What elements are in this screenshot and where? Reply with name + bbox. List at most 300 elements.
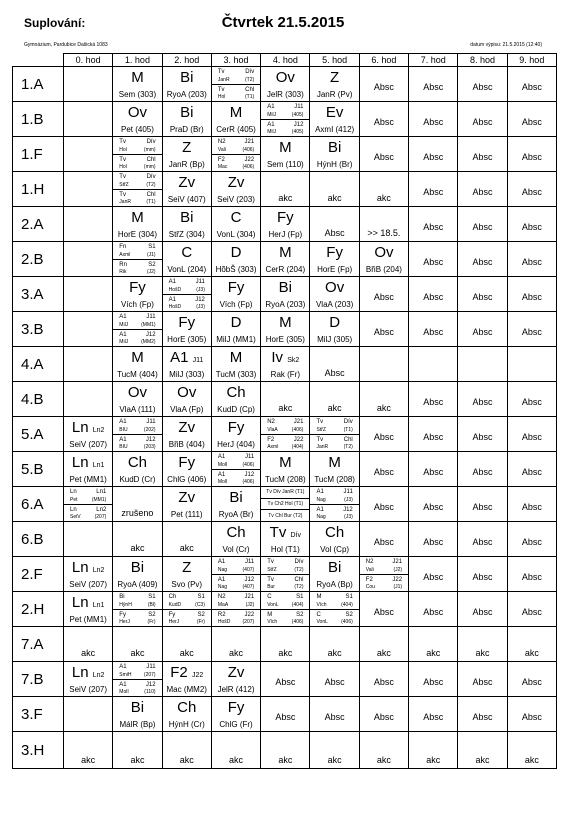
subject <box>64 560 112 579</box>
group-subject: F2 <box>365 576 373 583</box>
lesson-cell <box>359 137 408 172</box>
subject-code: Ch <box>127 454 148 471</box>
status-text: akc <box>524 648 539 658</box>
lesson-cell <box>64 522 113 557</box>
teacher-room: Pet (MM1) <box>69 475 107 484</box>
group-lesson <box>113 434 161 452</box>
subject <box>310 315 358 331</box>
group-lesson <box>261 557 309 574</box>
status-text: zrušeno <box>121 508 154 518</box>
lesson-cell <box>507 557 556 592</box>
lesson-cell <box>507 172 556 207</box>
lesson-cell <box>310 592 359 627</box>
group-lesson <box>261 498 309 510</box>
subject <box>212 350 260 366</box>
group-subject: Fn <box>119 244 127 250</box>
status-text: Absc <box>324 368 345 378</box>
split-lesson <box>113 662 161 696</box>
subject-code: Zv <box>227 664 245 681</box>
group-code: J11 <box>294 104 304 110</box>
group-lesson <box>261 102 309 119</box>
subject-code: Zv <box>178 174 196 191</box>
group-teacher: Hol <box>119 146 127 153</box>
teacher-room: BřiB (204) <box>365 265 402 274</box>
group-code: S1 <box>296 594 304 600</box>
teacher-room: Rak (Fr) <box>270 370 300 379</box>
status-text: akc <box>81 648 96 658</box>
lesson-cell <box>211 347 260 382</box>
group-room: (Fr) <box>147 619 156 625</box>
group-teacher: JanR <box>316 444 329 450</box>
status-text: Absc <box>472 467 493 477</box>
lesson-cell <box>162 242 211 277</box>
teacher-room: Mac (MM2) <box>166 685 207 694</box>
lesson-cell <box>310 312 359 347</box>
subject-code: M <box>131 69 144 86</box>
table-row <box>13 242 557 277</box>
group-lesson <box>360 557 408 574</box>
split-lesson <box>261 102 309 136</box>
lesson-cell <box>261 277 310 312</box>
subject-code: Zv <box>227 174 245 191</box>
group-room: (202) <box>143 426 156 433</box>
group-subject: Tv <box>119 139 126 145</box>
lesson-cell <box>310 732 359 769</box>
group-code: S2 <box>197 611 205 618</box>
group-teacher: Pet <box>70 496 78 503</box>
page-header <box>0 0 566 52</box>
class-name: 6.B <box>13 522 64 557</box>
split-lesson <box>212 137 260 171</box>
teacher-room: HýnH (Cr) <box>168 720 205 729</box>
group-lesson <box>113 329 161 347</box>
subject-code: Ch <box>177 699 197 716</box>
group-lesson <box>310 487 358 504</box>
teacher-room: VonL (204) <box>167 265 207 274</box>
subject-code: Z <box>182 559 192 576</box>
group-room: (406) <box>242 479 255 485</box>
lesson-cell <box>359 417 408 452</box>
table-row <box>13 312 557 347</box>
lesson-cell <box>162 417 211 452</box>
group-subject: A1 <box>168 296 176 303</box>
lesson-cell <box>113 382 162 417</box>
lesson-cell <box>261 312 310 347</box>
subject-code: Ov <box>275 69 295 86</box>
group-teacher: HošD <box>217 619 231 625</box>
lesson-cell <box>458 452 507 487</box>
subject-code: Fy <box>129 279 146 296</box>
status-text: Absc <box>472 222 493 232</box>
teacher-room: TucM (208) <box>265 475 306 484</box>
group-code: J11 <box>195 279 205 285</box>
teacher-room: MálR (Bp) <box>119 720 156 729</box>
status-text: akc <box>278 193 293 203</box>
group-room: (MM2) <box>141 339 156 345</box>
school-name: Gymnázium, Pardubice Dašická 1083 <box>24 42 108 48</box>
subject <box>64 455 112 474</box>
lesson-cell <box>409 242 458 277</box>
teacher-room: HorE (304) <box>117 230 157 239</box>
group-room: (407) <box>242 566 255 573</box>
teacher-room: KudD (Cr) <box>119 475 156 484</box>
teacher-room: Pet (MM1) <box>69 615 107 624</box>
status-text: Absc <box>373 432 394 442</box>
subject <box>261 455 309 471</box>
teacher-room: Sem (303) <box>118 90 157 99</box>
lesson-cell <box>211 627 260 662</box>
lesson-cell <box>507 592 556 627</box>
status-text: akc <box>475 755 490 765</box>
teacher-room: RyoA (203) <box>166 90 207 99</box>
lesson-cell <box>409 732 458 769</box>
group-code: Chl <box>343 436 353 443</box>
subject-code: Ov <box>177 384 197 401</box>
subject <box>163 315 211 331</box>
subject-code: Fy <box>326 244 343 261</box>
subject-code: Fy <box>178 314 196 331</box>
status-text: akc <box>81 755 96 765</box>
group-subject: R2 <box>217 611 226 618</box>
group-room: (T1) <box>245 94 255 100</box>
table-row <box>13 382 557 417</box>
status-text: akc <box>278 755 293 765</box>
status-text: Absc <box>423 257 444 267</box>
group-subject: A1 <box>168 279 176 285</box>
teacher-room: HorE (305) <box>167 335 207 344</box>
split-lesson <box>163 277 211 311</box>
class-name: 1.F <box>13 137 64 172</box>
group-subject: N2 <box>267 419 275 425</box>
status-text: Absc <box>472 432 493 442</box>
group-teacher: HýnH <box>119 601 132 608</box>
group-teacher: SeiV <box>70 514 81 520</box>
group-subject: A1 <box>119 681 127 688</box>
group-lesson <box>113 312 161 329</box>
group-lesson <box>212 574 260 592</box>
lesson-cell <box>113 137 162 172</box>
group-room: (T1) <box>343 426 353 433</box>
subject <box>163 175 211 191</box>
column-header: 3. hod <box>211 54 260 67</box>
lesson-cell <box>261 697 310 732</box>
subject <box>212 315 260 331</box>
group-lesson <box>113 154 161 172</box>
subject <box>212 490 260 506</box>
subject <box>163 245 211 261</box>
subject-code: Ln <box>71 419 89 436</box>
teacher-room: Hol (T1) <box>270 545 300 554</box>
subject <box>261 140 309 156</box>
group-code: Ln1 <box>92 462 105 469</box>
group-lesson <box>261 574 309 592</box>
group-teacher: Vali <box>217 146 226 153</box>
subject <box>113 385 161 401</box>
group-subject: C <box>316 611 321 618</box>
header-row <box>13 54 557 67</box>
group-code: Ln2 <box>92 567 105 574</box>
group-code: J12 <box>293 121 304 128</box>
status-text: Absc <box>472 607 493 617</box>
lesson-cell <box>64 312 113 347</box>
subject-code: M <box>279 139 292 156</box>
subject-code: Iv <box>271 349 284 366</box>
lesson-cell <box>211 417 260 452</box>
status-text: Absc <box>472 257 493 267</box>
group-teacher: Hol <box>217 94 226 100</box>
lesson-cell <box>261 347 310 382</box>
status-text: akc <box>130 543 145 553</box>
lesson-cell <box>113 67 162 102</box>
teacher-room: RyoA (Br) <box>218 510 254 519</box>
status-text: Absc <box>521 222 542 232</box>
lesson-cell <box>409 67 458 102</box>
lesson-cell <box>458 277 507 312</box>
group-code: S2 <box>345 611 353 618</box>
lesson-cell <box>162 382 211 417</box>
lesson-cell <box>162 662 211 697</box>
lesson-cell <box>310 557 359 592</box>
group-room: (207) <box>143 671 156 678</box>
subject-code: M <box>131 349 144 366</box>
column-header: 2. hod <box>162 54 211 67</box>
class-name: 2.A <box>13 207 64 242</box>
subject-code: Bi <box>180 209 194 226</box>
lesson-cell <box>409 172 458 207</box>
group-room: (mm) <box>143 164 156 170</box>
group-room: (203) <box>143 444 156 450</box>
group-code: J22 <box>293 436 304 443</box>
subject <box>310 455 358 471</box>
group-room: (406) <box>341 619 353 625</box>
group-room: (406) <box>291 619 304 625</box>
lesson-cell <box>458 592 507 627</box>
group-subject: N2 <box>217 594 226 600</box>
status-text: akc <box>376 755 391 765</box>
lesson-cell <box>162 522 211 557</box>
status-text: akc <box>130 755 145 765</box>
group-code: Ln2 <box>92 427 105 434</box>
subject-code: Fy <box>227 279 245 296</box>
group-lesson <box>113 592 161 609</box>
status-text: Absc <box>521 467 542 477</box>
group-room: (J3) <box>344 496 353 503</box>
group-code: J11 <box>146 314 156 320</box>
class-name: 2.B <box>13 242 64 277</box>
lesson-cell <box>113 697 162 732</box>
status-text: Absc <box>521 327 542 337</box>
group-code: S1 <box>345 594 353 600</box>
subject <box>261 315 309 331</box>
lesson-cell <box>211 662 260 697</box>
subject-code: Fy <box>277 209 294 226</box>
group-teacher: Axml <box>267 444 279 450</box>
status-text: Absc <box>521 82 542 92</box>
teacher-room: HýnH (Br) <box>316 160 353 169</box>
group-room: (110) <box>144 689 156 695</box>
table-body <box>13 67 557 769</box>
teacher-room: Vol (Cp) <box>320 545 350 554</box>
status-text: Absc <box>373 712 394 722</box>
status-text: Absc <box>275 712 296 722</box>
subject <box>310 560 358 576</box>
subject-code: D <box>329 314 341 331</box>
group-subject: Tv <box>316 419 324 425</box>
status-text: Absc <box>521 537 542 547</box>
split-lesson <box>261 487 309 521</box>
lesson-cell <box>458 172 507 207</box>
group-code: J22 <box>244 611 255 618</box>
teacher-room: Pet (111) <box>170 510 203 519</box>
lesson-cell <box>211 137 260 172</box>
teacher-room: KudD (Cp) <box>217 405 255 414</box>
lesson-cell <box>310 627 359 662</box>
status-text: Absc <box>423 117 444 127</box>
subject <box>163 70 211 86</box>
group-subject: A1 <box>119 436 127 443</box>
lesson-cell <box>64 102 113 137</box>
column-header: 0. hod <box>64 54 113 67</box>
group-room: (406) <box>242 164 255 170</box>
lesson-cell <box>261 522 310 557</box>
group-lesson <box>261 119 309 137</box>
lesson-cell <box>64 732 113 769</box>
status-text: Absc <box>423 677 444 687</box>
lesson-cell <box>162 172 211 207</box>
split-lesson <box>212 67 260 101</box>
group-room: (407) <box>242 584 255 590</box>
status-text: Absc <box>423 572 444 582</box>
subject <box>163 140 211 156</box>
lesson-cell <box>458 207 507 242</box>
lesson-cell <box>409 662 458 697</box>
group-teacher: Nag <box>217 566 228 573</box>
group-line: Tv Ch2 Hol (T1) <box>267 501 304 507</box>
lesson-cell <box>359 207 408 242</box>
teacher-room: ChlG (Fr) <box>219 720 253 729</box>
status-text: Absc <box>521 292 542 302</box>
subject-code: Bi <box>130 559 145 576</box>
lesson-cell <box>162 277 211 312</box>
table-row <box>13 207 557 242</box>
teacher-room: JelR (412) <box>217 685 255 694</box>
table-row <box>13 592 557 627</box>
group-subject: F2 <box>217 156 225 163</box>
status-text: Absc <box>373 607 394 617</box>
group-teacher: Vali <box>365 566 374 573</box>
status-text: Absc <box>373 467 394 477</box>
lesson-cell <box>113 522 162 557</box>
lesson-cell <box>409 137 458 172</box>
teacher-room: VlaA (203) <box>315 300 354 309</box>
group-room: (J3) <box>344 514 353 520</box>
group-teacher: KudD <box>168 601 182 608</box>
status-text: Absc <box>472 572 493 582</box>
lesson-cell <box>507 207 556 242</box>
column-header: 9. hod <box>507 54 556 67</box>
group-subject: Tv <box>119 191 126 198</box>
subject <box>212 280 260 296</box>
status-text: Absc <box>324 712 345 722</box>
group-lesson <box>113 662 161 679</box>
lesson-cell <box>261 487 310 522</box>
status-text: akc <box>426 648 441 658</box>
group-room: (T2) <box>294 566 304 573</box>
lesson-cell <box>310 172 359 207</box>
group-teacher: JanR <box>119 199 131 205</box>
table-row <box>13 697 557 732</box>
status-text: Absc <box>521 187 542 197</box>
lesson-cell <box>458 557 507 592</box>
teacher-room: VlaA (Fp) <box>170 405 204 414</box>
lesson-cell <box>162 102 211 137</box>
subject-code: Z <box>182 139 192 156</box>
lesson-cell <box>507 732 556 769</box>
group-lesson <box>310 609 358 627</box>
group-lesson <box>310 592 358 609</box>
subject <box>261 245 309 261</box>
status-text: akc <box>229 755 244 765</box>
group-room: (J2) <box>393 566 403 573</box>
lesson-cell <box>310 487 359 522</box>
teacher-room: TucM (404) <box>117 370 158 379</box>
lesson-cell <box>359 452 408 487</box>
table-row <box>13 557 557 592</box>
group-subject: A1 <box>316 489 324 495</box>
class-name: 7.B <box>13 662 64 697</box>
lesson-cell <box>113 347 162 382</box>
group-teacher: MolI <box>217 479 228 485</box>
subject-code: Bi <box>180 69 194 86</box>
split-lesson <box>310 487 358 521</box>
lesson-cell <box>113 732 162 769</box>
group-lesson <box>212 154 260 172</box>
group-code: Ln2 <box>96 506 107 513</box>
teacher-room: Vích (Fp) <box>120 300 154 309</box>
group-subject: Fy <box>168 611 176 618</box>
class-name: 2.H <box>13 592 64 627</box>
lesson-cell <box>507 312 556 347</box>
group-code: J22 <box>392 576 403 583</box>
lesson-cell <box>261 417 310 452</box>
lesson-cell <box>162 312 211 347</box>
lesson-cell <box>359 277 408 312</box>
lesson-cell <box>64 347 113 382</box>
status-text: Absc <box>423 152 444 162</box>
group-lesson <box>261 417 309 434</box>
class-name: 3.B <box>13 312 64 347</box>
teacher-room: HerJ (Fp) <box>268 230 303 239</box>
group-room: (404) <box>341 601 353 608</box>
group-subject: A1 <box>316 506 324 513</box>
subject <box>310 280 358 296</box>
group-lesson <box>163 592 211 609</box>
lesson-cell <box>261 137 310 172</box>
lesson-cell <box>64 67 113 102</box>
group-code: J11 <box>343 489 353 495</box>
status-text: akc <box>327 193 342 203</box>
group-code: S1 <box>148 594 156 600</box>
group-code: S1 <box>197 594 205 600</box>
teacher-room: HorE (Fp) <box>317 265 353 274</box>
lesson-cell <box>113 417 162 452</box>
group-lesson <box>113 189 161 207</box>
class-name: 3.A <box>13 277 64 312</box>
teacher-room: SeiV (207) <box>69 685 108 694</box>
lesson-cell <box>409 102 458 137</box>
group-code: S2 <box>296 611 304 618</box>
class-name: 5.B <box>13 452 64 487</box>
